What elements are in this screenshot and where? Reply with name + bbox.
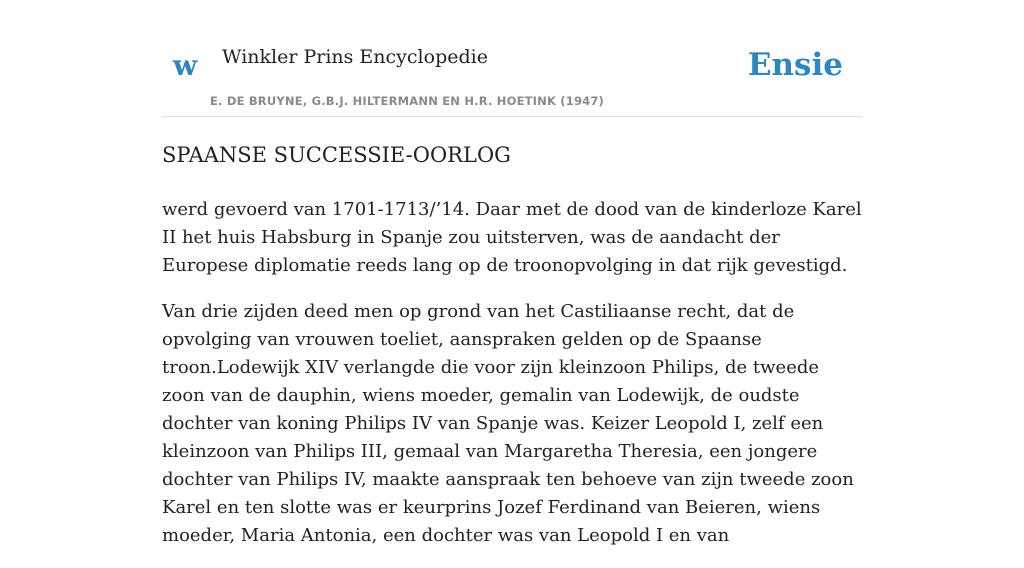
article-title: SPAANSE SUCCESSIE-OORLOG [162, 143, 511, 167]
ensie-logo[interactable]: Ensie [747, 47, 843, 83]
winkler-prins-logo[interactable]: w [173, 49, 198, 82]
encyclopedia-title[interactable]: Winkler Prins Encyclopedie [222, 46, 488, 68]
article-paragraph: Van drie zijden deed men op grond van het Castiliaanse recht, dat de opvolging van vrouwen toeliet, aanspraken gelden op de Spaanse troon.Lodewijk XIV verlangde die voor zijn kleinzoon Philips, de tweede zoon van de dauphin, wiens moeder, gemalin van Lodewijk, de oudste dochter van koning Philips IV van Spanje was. Keizer Leopold I, zelf een kleinzoon van Philips III, gemaal van Margaretha Theresia, een jongere dochter van Philips IV, maakte aanspraak ten behoeve van zijn tweede zoon Karel en ten slotte was er keurprins Jozef Ferdinand van Beieren, wiens moeder, Maria Antonia, een dochter was van Leopold I en van [162, 301, 854, 546]
article [162, 140, 862, 568]
article-paragraph: werd gevoerd van 1701-1713/’14. Daar met de dood van de kinderloze Karel II het huis Habsburg in Spanje zou uitsterven, was de aandacht der Europese diplomatie reeds lang op de troonopvolging in dat rijk gevestigd. [162, 199, 862, 276]
encyclopedia-authors: E. DE BRUYNE, G.B.J. HILTERMANN EN H.R. HOETINK (1947) [210, 94, 605, 108]
site-header [162, 0, 862, 117]
